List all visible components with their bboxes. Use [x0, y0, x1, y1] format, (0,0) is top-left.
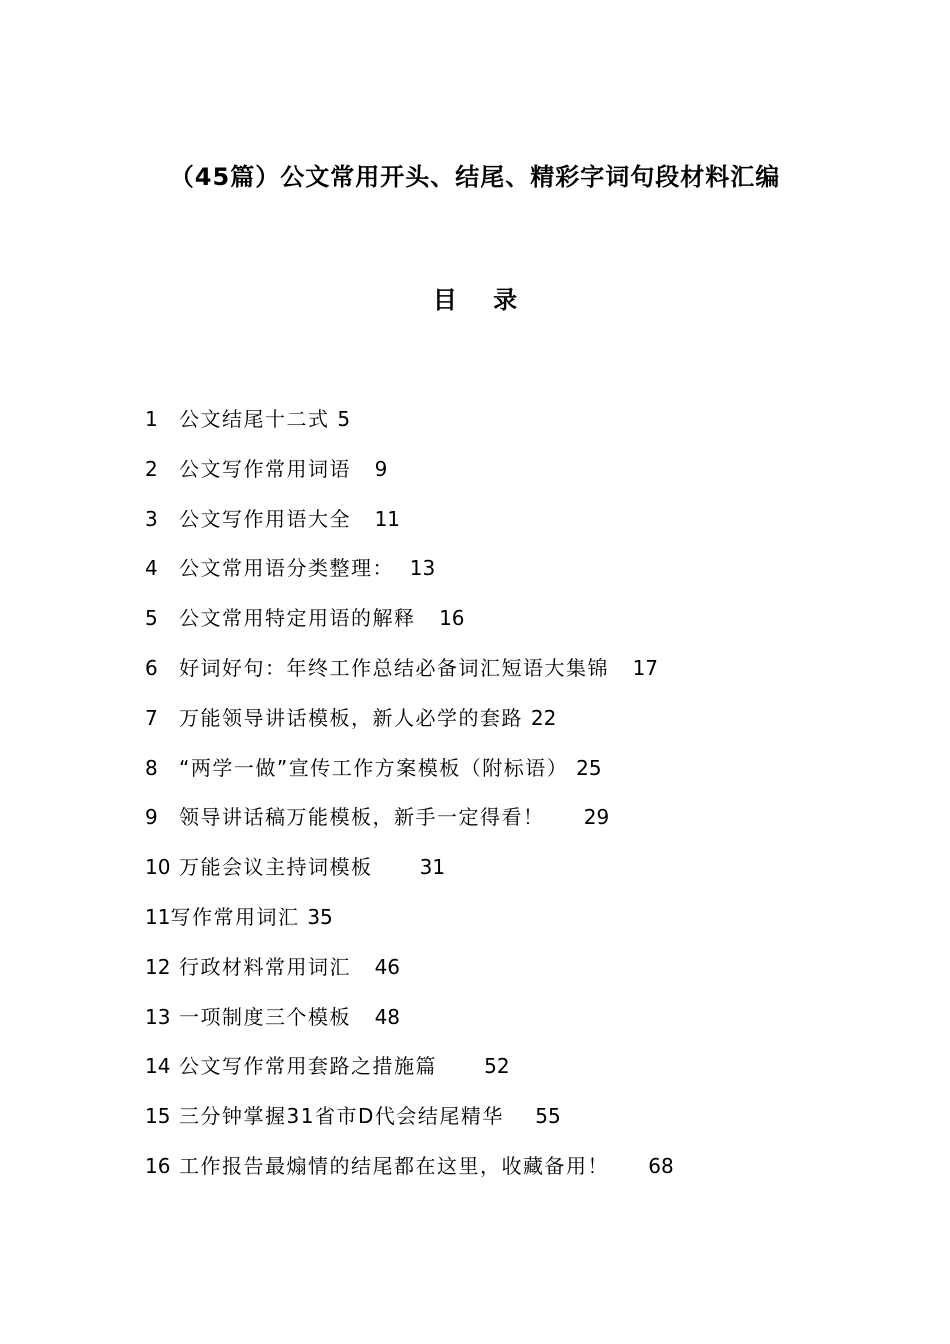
toc-entry-page-number: 52: [484, 1054, 510, 1079]
toc-entry-page-number: 55: [535, 1104, 561, 1129]
toc-entry-page-number: 31: [419, 855, 446, 880]
toc-entry-title: “两学一做”宣传工作方案模板（附标语）: [179, 755, 569, 780]
toc-entry-number: 14: [145, 1054, 171, 1079]
toc-entry-page-number: 29: [583, 805, 610, 830]
toc-entry-number: 4: [145, 556, 158, 581]
toc-entry-gap: [351, 507, 375, 531]
toc-entry: [145, 1101, 674, 1151]
toc-entry-title: 三分钟掌握31省市D代会结尾精华: [179, 1104, 504, 1129]
toc-entry-page-number: 13: [409, 556, 436, 581]
toc-entry-page-number: 9: [374, 456, 388, 481]
toc-entry-title: 一项制度三个模板: [179, 1004, 351, 1029]
toc-entry-title: 写作常用词汇: [170, 904, 300, 929]
toc-entry-title: 好词好句：年终工作总结必备词汇短语大集锦: [179, 655, 609, 680]
toc-entry-gap: [609, 656, 633, 680]
toc-entry-gap: [394, 556, 410, 580]
toc-entry-gap: [545, 805, 584, 829]
toc-entry-number: 8: [145, 755, 158, 780]
toc-entry-page-number: 17: [632, 655, 659, 680]
toc-entry: [145, 902, 674, 952]
toc-entry-page-number: 22: [530, 705, 557, 730]
toc-entry-page-number: 16: [439, 606, 465, 631]
toc-entry: [145, 504, 674, 554]
toc-entry-number: 1: [145, 407, 158, 431]
toc-entry: [145, 952, 674, 1002]
toc-entry-gap: [568, 756, 576, 780]
toc-entry-title: 领导讲话稿万能模板，新手一定得看！: [179, 805, 545, 830]
toc-entry-title: 公文常用特定用语的解释: [179, 606, 416, 631]
toc-entry-number: 6: [145, 655, 158, 680]
toc-entry-page-number: 11: [374, 506, 401, 531]
toc-entry: [145, 852, 674, 902]
toc-entry-title: 行政材料常用词汇: [179, 954, 351, 979]
toc-entry-number: 2: [145, 456, 158, 481]
toc-entry-title: 公文写作用语大全: [179, 506, 351, 531]
toc-entry-number: 10: [145, 855, 171, 880]
toc-entry-gap: [416, 606, 440, 630]
toc-entry-number: 13: [145, 1004, 171, 1029]
toc-entry-number: 5: [145, 606, 158, 631]
toc-entry: [145, 603, 674, 653]
toc-entry-number: 9: [145, 805, 158, 830]
toc-entry: [145, 553, 674, 603]
toc-entry-number: 12: [145, 954, 171, 979]
toc-entry-number: 3: [145, 506, 158, 531]
toc-entry-page-number: 5: [337, 407, 351, 431]
toc-entry-gap: [609, 1154, 648, 1178]
toc-entry-title: 公文写作常用词语: [179, 456, 351, 481]
toc-entry-page-number: 25: [576, 755, 602, 780]
toc-entry-number: 16: [145, 1153, 171, 1178]
toc-entry-page-number: 68: [648, 1153, 674, 1178]
toc-entry-gap: [504, 1104, 535, 1128]
toc-entry-title: 工作报告最煽情的结尾都在这里，收藏备用！: [179, 1153, 609, 1178]
toc-entry-title: 万能会议主持词模板: [179, 855, 373, 880]
toc-entry: [145, 404, 674, 454]
toc-entry: [145, 454, 674, 504]
document-title: （45篇）公文常用开头、结尾、精彩字词句段材料汇编: [169, 163, 781, 191]
toc-entry-page-number: 35: [307, 904, 333, 929]
toc-entry-gap: [523, 706, 531, 730]
toc-entry-gap: [437, 1054, 484, 1078]
toc-entry-page-number: 46: [374, 954, 401, 979]
toc-entry: [145, 802, 674, 852]
toc-entry: [145, 753, 674, 803]
toc-entry-page-number: 48: [374, 1004, 401, 1029]
toc-entry-title: 公文结尾十二式: [179, 407, 330, 431]
toc-entry-number: 15: [145, 1104, 171, 1129]
toc-entry: [145, 1002, 674, 1052]
toc-entry: [145, 653, 674, 703]
toc-entry-title: 公文写作常用套路之措施篇: [179, 1054, 437, 1079]
toc-entry-title: 万能领导讲话模板，新人必学的套路: [179, 705, 523, 730]
toc-entry-gap: [351, 1005, 375, 1029]
toc-entry-number: 7: [145, 705, 158, 730]
table-of-contents: [145, 404, 674, 1201]
toc-entry: [145, 703, 674, 753]
toc-entry-gap: [351, 457, 375, 481]
toc-heading: 目 录: [432, 286, 532, 314]
toc-entry-number: 11: [145, 904, 171, 929]
toc-entry: [145, 1151, 674, 1201]
toc-entry-gap: [351, 955, 375, 979]
toc-entry-gap: [373, 855, 420, 879]
toc-entry-title: 公文常用语分类整理：: [179, 556, 394, 581]
toc-entry: [145, 1051, 674, 1101]
